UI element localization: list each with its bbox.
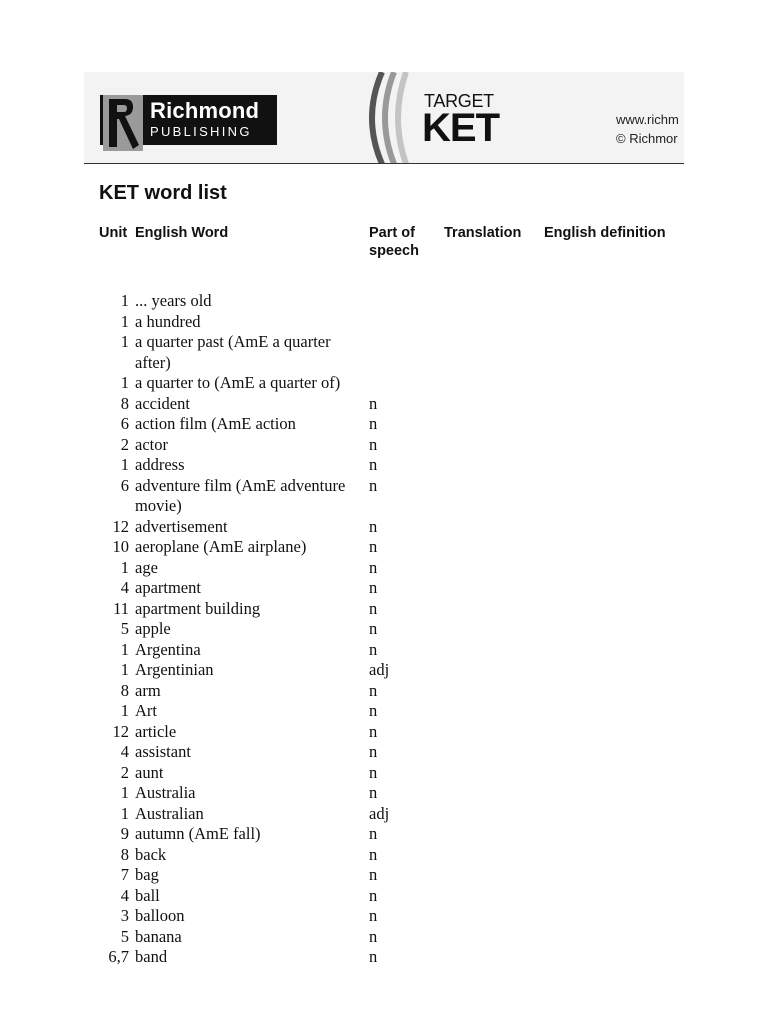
- publisher-name: Richmond: [150, 98, 260, 123]
- unit-cell: 1: [120, 803, 129, 823]
- table-row: [0, 619, 768, 640]
- word-cell: Art: [135, 701, 157, 720]
- part-of-speech-cell: n: [369, 393, 378, 413]
- unit-cell: 2: [120, 434, 129, 454]
- table-row: [0, 845, 768, 866]
- table-row: [0, 722, 768, 743]
- table-row: [0, 414, 768, 435]
- col-header-unit: Unit: [99, 225, 128, 241]
- word-cell: address: [135, 455, 185, 474]
- table-row: [0, 517, 768, 538]
- word-cell: adventure film (AmE adventure movie): [135, 475, 346, 515]
- col-header-part-of-speech: Part of speech: [369, 225, 419, 259]
- part-of-speech-cell: n: [369, 947, 378, 966]
- table-row: [0, 906, 768, 927]
- word-cell: apartment: [135, 578, 201, 597]
- word-cell: back: [135, 844, 167, 864]
- unit-cell: 2: [120, 762, 129, 782]
- part-of-speech-cell: n: [369, 721, 378, 741]
- target-arcs-icon: [368, 72, 428, 164]
- word-list: [0, 291, 768, 968]
- word-cell: autumn (AmE fall): [135, 824, 261, 843]
- table-row: [0, 701, 768, 722]
- table-row: [0, 763, 768, 784]
- unit-cell: 1: [120, 332, 129, 351]
- word-cell: Australian: [135, 803, 204, 823]
- part-of-speech-cell: n: [369, 926, 378, 946]
- part-of-speech-cell: n: [369, 455, 378, 474]
- unit-cell: 1: [120, 639, 129, 659]
- part-of-speech-cell: n: [369, 844, 378, 864]
- word-cell: age: [135, 557, 158, 577]
- word-cell: a quarter past (AmE a quarter after): [135, 332, 331, 372]
- unit-cell: 1: [120, 660, 129, 679]
- word-cell: bag: [135, 865, 159, 884]
- part-of-speech-cell: n: [369, 885, 378, 905]
- part-of-speech-cell: n: [369, 537, 378, 556]
- table-row: [0, 886, 768, 907]
- table-row: [0, 373, 768, 394]
- table-row: [0, 947, 768, 968]
- unit-cell: 1: [120, 783, 129, 802]
- word-cell: arm: [135, 680, 161, 700]
- unit-cell: 12: [112, 516, 129, 536]
- unit-cell: 7: [120, 865, 129, 884]
- unit-cell: 1: [120, 455, 129, 474]
- part-of-speech-cell: adj: [369, 803, 390, 823]
- part-of-speech-cell: n: [369, 824, 378, 843]
- table-row: [0, 578, 768, 599]
- table-row: [0, 476, 768, 517]
- col-header-translation: Translation: [444, 225, 522, 241]
- word-cell: Argentinian: [135, 660, 214, 679]
- unit-cell: 4: [120, 578, 129, 597]
- unit-cell: 6: [120, 475, 129, 495]
- word-cell: accident: [135, 393, 190, 413]
- part-of-speech-cell: n: [369, 598, 378, 618]
- table-row: [0, 640, 768, 661]
- unit-cell: 9: [120, 824, 129, 843]
- word-cell: ... years old: [135, 291, 212, 310]
- publisher-subtitle: PUBLISHING: [150, 124, 252, 139]
- unit-cell: 1: [120, 557, 129, 577]
- unit-cell: 8: [120, 844, 129, 864]
- table-row: [0, 804, 768, 825]
- table-row: [0, 435, 768, 456]
- table-row: [0, 824, 768, 845]
- unit-cell: 10: [112, 537, 129, 556]
- part-of-speech-cell: n: [369, 414, 378, 433]
- unit-cell: 8: [120, 680, 129, 700]
- word-cell: band: [135, 947, 168, 966]
- part-of-speech-cell: n: [369, 619, 378, 638]
- unit-cell: 1: [120, 373, 129, 392]
- product-line-ket: KET: [422, 106, 499, 150]
- word-cell: apple: [135, 619, 171, 638]
- part-of-speech-cell: n: [369, 680, 378, 700]
- part-of-speech-cell: n: [369, 906, 378, 925]
- word-cell: Argentina: [135, 639, 201, 659]
- col-header-english-definition: English definition: [544, 225, 666, 241]
- unit-cell: 6,7: [108, 947, 129, 966]
- unit-cell: 5: [120, 619, 129, 638]
- table-row: [0, 558, 768, 579]
- unit-cell: 1: [120, 311, 129, 331]
- table-row: [0, 783, 768, 804]
- part-of-speech-cell: n: [369, 701, 378, 720]
- word-cell: aunt: [135, 762, 164, 782]
- table-row: [0, 537, 768, 558]
- col-header-english-word: English Word: [135, 225, 229, 241]
- unit-cell: 11: [113, 598, 129, 618]
- part-of-speech-cell: n: [369, 557, 378, 577]
- part-of-speech-cell: n: [369, 865, 378, 884]
- unit-cell: 1: [120, 701, 129, 720]
- word-cell: assistant: [135, 742, 191, 761]
- word-cell: Australia: [135, 783, 196, 802]
- richmond-r-icon: [103, 95, 143, 151]
- part-of-speech-cell: n: [369, 475, 378, 495]
- word-cell: article: [135, 721, 177, 741]
- product-line-target: TARGET: [424, 91, 494, 111]
- copyright-text: © Richmor: [616, 131, 678, 146]
- part-of-speech-cell: adj: [369, 660, 390, 679]
- word-cell: a hundred: [135, 311, 201, 331]
- table-row: [0, 332, 768, 373]
- unit-cell: 4: [120, 742, 129, 761]
- table-row: [0, 291, 768, 312]
- part-of-speech-cell: n: [369, 762, 378, 782]
- table-row: [0, 742, 768, 763]
- word-cell: balloon: [135, 906, 185, 925]
- word-cell: apartment building: [135, 598, 261, 618]
- table-row: [0, 394, 768, 415]
- part-of-speech-cell: n: [369, 639, 378, 659]
- table-row: [0, 599, 768, 620]
- unit-cell: 4: [120, 885, 129, 905]
- word-cell: aeroplane (AmE airplane): [135, 537, 307, 556]
- part-of-speech-cell: n: [369, 783, 378, 802]
- word-cell: ball: [135, 885, 160, 905]
- part-of-speech-cell: n: [369, 578, 378, 597]
- header-rule: [84, 163, 684, 164]
- part-of-speech-cell: n: [369, 516, 378, 536]
- unit-cell: 6: [120, 414, 129, 433]
- page-title: KET word list: [99, 182, 227, 204]
- word-cell: actor: [135, 434, 168, 454]
- contact-block: [616, 110, 684, 148]
- unit-cell: 1: [120, 291, 129, 310]
- table-row: [0, 927, 768, 948]
- unit-cell: 12: [112, 721, 129, 741]
- table-row: [0, 455, 768, 476]
- unit-cell: 5: [120, 926, 129, 946]
- word-cell: a quarter to (AmE a quarter of): [135, 373, 341, 392]
- table-row: [0, 681, 768, 702]
- unit-cell: 3: [120, 906, 129, 925]
- word-cell: banana: [135, 926, 182, 946]
- website-text: www.richm: [616, 112, 679, 127]
- table-row: [0, 312, 768, 333]
- part-of-speech-cell: n: [369, 742, 378, 761]
- table-row: [0, 660, 768, 681]
- table-row: [0, 865, 768, 886]
- part-of-speech-cell: n: [369, 434, 378, 454]
- word-cell: advertisement: [135, 516, 228, 536]
- word-cell: action film (AmE action: [135, 414, 296, 433]
- unit-cell: 8: [120, 393, 129, 413]
